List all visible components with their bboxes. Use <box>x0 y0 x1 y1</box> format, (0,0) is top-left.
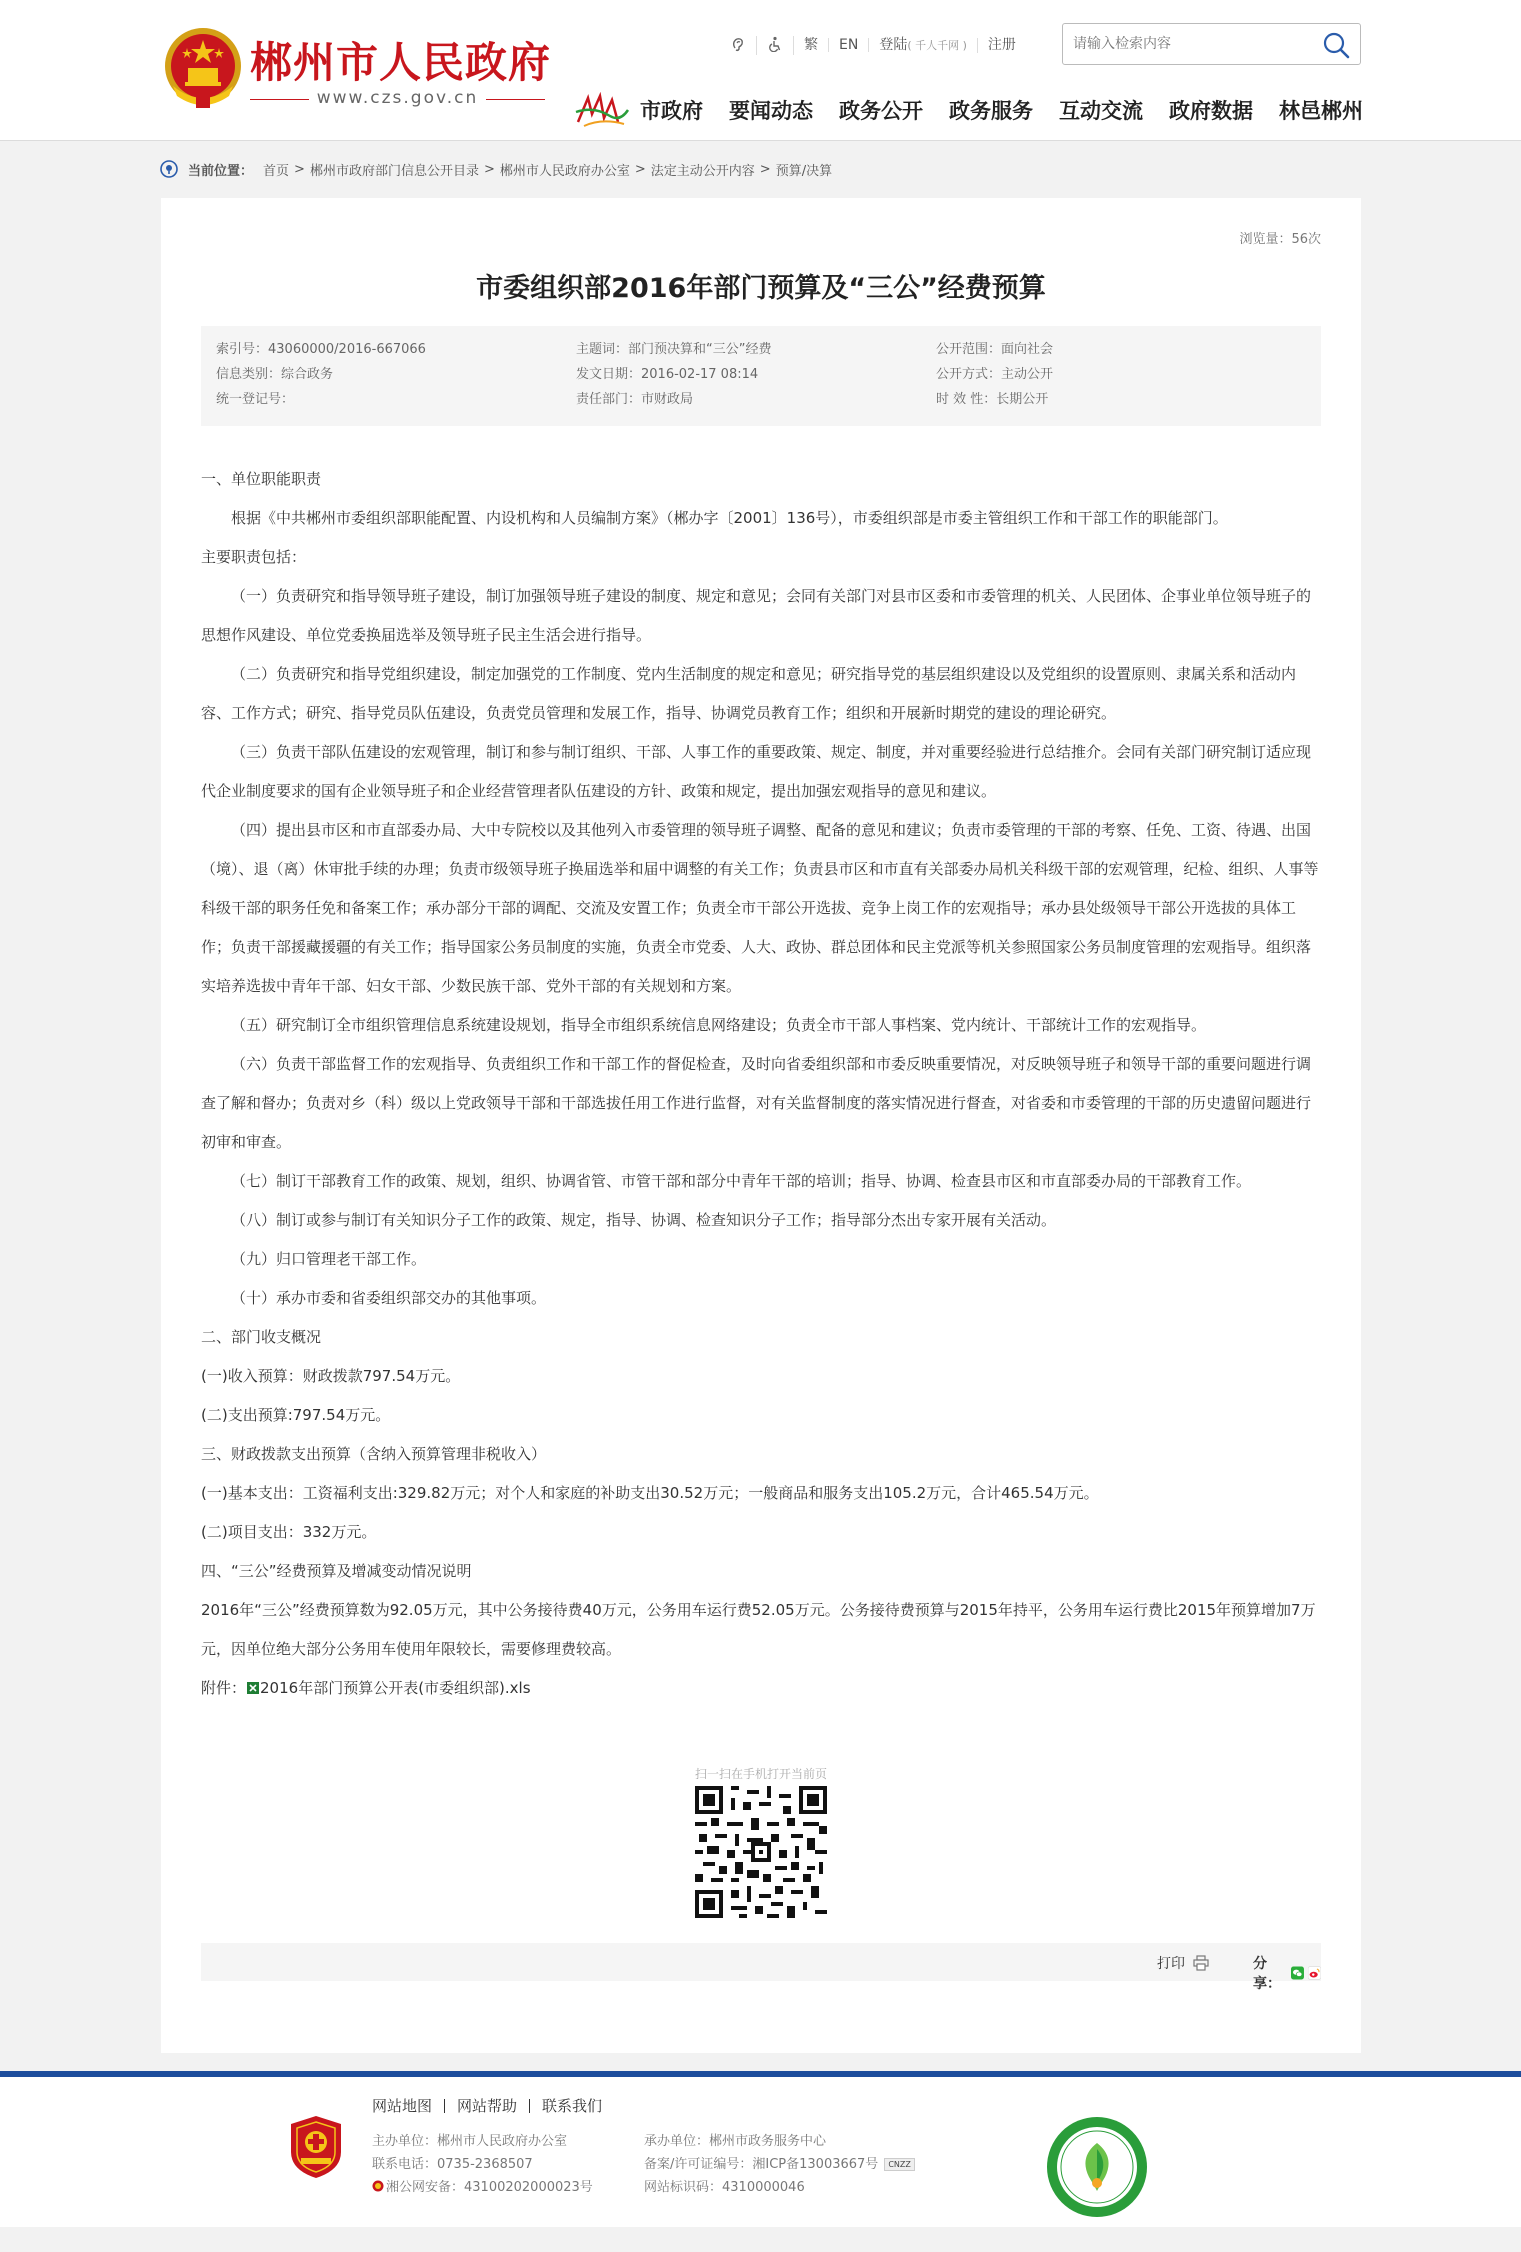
breadcrumb-separator: > <box>634 161 646 177</box>
paragraph: (一)收入预算：财政拨款797.54万元。 <box>201 1367 461 1385</box>
breadcrumb-home[interactable]: 首页 <box>263 163 290 179</box>
meta-index-no: 索引号：43060000/2016-667066 <box>216 342 426 357</box>
breadcrumb-general-office[interactable]: 郴州市人民政府办公室 <box>499 163 630 179</box>
printer-icon <box>1193 1955 1209 1971</box>
location-pin-icon <box>160 160 178 178</box>
nav-item-gov-data[interactable]: 政府数据 <box>1169 99 1253 123</box>
footer-police-row <box>372 2179 644 2197</box>
share-bar <box>201 1943 1321 1992</box>
qr-code-icon <box>695 1786 827 1918</box>
paragraph: （五）研究制订全市组织管理信息系统建设规划，指导全市组织系统信息网络建设；负责全市干部人事档案、党内统计、干部统计工作的宏观指导。 <box>231 1016 1207 1034</box>
footer-undertaker: 承办单位：郴州市政务服务中心 <box>644 2134 827 2149</box>
meta-subject: 主题词：部门预决算和“三公”经费 <box>576 342 772 357</box>
paragraph: 主要职责包括： <box>201 548 307 566</box>
footer-host: 主办单位：郴州市人民政府办公室 <box>372 2134 568 2149</box>
attachment-link[interactable]: 2016年部门预算公开表(市委组织部).xls <box>260 1679 531 1697</box>
paragraph: 根据《中共郴州市委组织部职能配置、内设机构和人员编制方案》（郴办字〔2001〕136号），市委组织部是市委主管组织工作和干部工作的职能部门。 <box>231 509 1228 527</box>
nav-item-gov-affairs-disclosure[interactable]: 政务公开 <box>839 99 923 123</box>
section-heading: 二、部门收支概况 <box>201 1328 322 1346</box>
accessibility-link[interactable] <box>720 36 757 55</box>
wechat-icon[interactable] <box>1291 1965 1304 1981</box>
nav-item-city-government[interactable]: 市政府 <box>640 99 703 123</box>
meta-method: 公开方式：主动公开 <box>936 367 1054 382</box>
section-heading: 三、财政拨款支出预算（含纳入预算管理非税收入） <box>201 1445 547 1463</box>
footer-phone: 联系电话：0735-2368507 <box>372 2157 533 2172</box>
paragraph: （二）负责研究和指导党组织建设，制定加强党的工作制度、党内生活制度的规定和意见；研究指导党的基层组织建设以及党组织的设置原则、隶属关系和活动内容、工作方式；研究、指导党员队伍建设，负责党员管理和发展工作，指导、协调党员教育工作；组织和开展新时期党的建设的理论研究。 <box>201 665 1297 722</box>
excel-file-icon <box>246 1681 260 1695</box>
search-icon[interactable] <box>1322 31 1350 59</box>
footer-icp[interactable]: 备案/许可证编号：湘ICP备13003667号 <box>644 2157 879 2172</box>
site-title[interactable]: 郴州市人民政府 <box>250 38 552 87</box>
paragraph: (二)项目支出：332万元。 <box>201 1523 377 1541</box>
footer-link-sitemap[interactable]: 网站地图 <box>372 2099 445 2113</box>
footer-link-contact[interactable]: 联系我们 <box>542 2097 603 2115</box>
article-meta <box>201 326 1321 426</box>
main-nav <box>640 95 1363 125</box>
meta-validity: 时 效 性：长期公开 <box>936 392 1049 407</box>
meta-reg-no: 统一登记号： <box>216 392 295 407</box>
wheelchair-icon <box>767 36 783 52</box>
paragraph: 2016年“三公”经费预算数为92.05万元，其中公务接待费40万元，公务用车运行费52.05万元。公务接待费预算与2015年持平，公务用车运行费比2015年预算增加7万元，因单位绝大部分公务用车使用年限较长，需要修理费较高。 <box>201 1601 1316 1658</box>
paragraph: （八）制订或参与制订有关知识分子工作的政策、规定，指导、协调、检查知识分子工作；指导部分杰出专家开展有关活动。 <box>231 1211 1057 1229</box>
paragraph: （四）提出县市区和市直部委办局、大中专院校以及其他列入市委管理的领导班子调整、配备的意见和建议；负责市委管理的干部的考察、任免、工资、待遇、出国（境）、退（离）休审批手续的办理；负责市级领导班子换届选举和届中调整的有关工作；负责县市区和市直有关部委办局机关科级干部的宏观管理，纪检、组织、人事等科级干部的职务任免和备案工作；承办部分干部的调配、交流及安置工作；负责全市干部公开选拔、竞争上岗工作的宏观指导；承办县处级领导干部公开选拔的具体工作；负责干部援藏援疆的有关工作；指导国家公务员制度的实施，负责全市党委、人大、政协、群总团体和民主党派等机关参照国家公务员制度管理的宏观指导。组织落实培养选拔中青年干部、妇女干部、少数民族干部、党外干部的有关规划和方案。 <box>201 821 1319 995</box>
login-link[interactable] <box>869 38 978 53</box>
english-link[interactable]: EN <box>829 38 869 52</box>
site-url: www.czs.gov.cn <box>309 88 487 108</box>
footer-police[interactable]: 湘公网安备：43100202000023号 <box>386 2180 593 2195</box>
footer-info <box>372 2133 984 2197</box>
login-sub-label: ( 千人千网 ) <box>907 38 967 52</box>
police-badge-icon <box>372 2180 384 2192</box>
meta-scope: 公开范围：面向社会 <box>936 342 1054 357</box>
share-label: 分享： <box>1253 1956 1281 1992</box>
article-body <box>201 460 1321 1708</box>
breadcrumb-separator: > <box>759 161 771 177</box>
breadcrumb <box>160 158 832 180</box>
search-input[interactable] <box>1073 33 1313 55</box>
breadcrumb-disclosure-catalog[interactable]: 郴州市政府部门信息公开目录 <box>309 163 479 179</box>
paragraph: （十）承办市委和省委组织部交办的其他事项。 <box>231 1289 547 1307</box>
view-count: 浏览量：56次 <box>1239 232 1321 247</box>
party-organ-badge-icon[interactable] <box>287 2114 345 2180</box>
paragraph: （七）制订干部教育工作的政策、规划，组织、协调省管、市管干部和部分中青年干部的培训；指导、协调、检查县市区和市直部委办局的干部教育工作。 <box>231 1172 1252 1190</box>
breadcrumb-budget[interactable]: 预算/决算 <box>775 163 833 179</box>
attachment-label: 附件： <box>201 1679 247 1697</box>
register-link[interactable]: 注册 <box>987 37 1016 53</box>
civilized-city-badge-icon[interactable] <box>1045 2115 1149 2219</box>
weibo-icon[interactable] <box>1308 1965 1321 1981</box>
article-title: 市委组织部2016年部门预算及“三公”经费预算 <box>476 273 1046 304</box>
site-header <box>0 0 1521 141</box>
paragraph: （六）负责干部监督工作的宏观指导、负责组织工作和干部工作的督促检查，及时向省委组织部和市委反映重要情况，对反映领导班子和领导干部的重要问题进行调查了解和督办；负责对乡（科）级以上党政领导干部和干部选拔任用工作进行监督，对有关监督制度的落实情况进行督查，对省委和市委管理的干部的历史遗留问题进行初审和审查。 <box>201 1055 1312 1151</box>
meta-dept: 责任部门：市财政局 <box>576 392 694 407</box>
article-panel <box>161 198 1361 2053</box>
ear-icon <box>730 36 746 52</box>
traditional-chinese-link[interactable]: 繁 <box>794 38 829 52</box>
nav-item-linyi-chenzhou[interactable]: 林邑郴州 <box>1279 99 1363 123</box>
national-emblem-icon[interactable] <box>163 26 243 110</box>
print-label: 打印 <box>1157 1956 1185 1972</box>
print-button[interactable] <box>1157 1953 1209 1973</box>
nav-item-gov-services[interactable]: 政务服务 <box>949 99 1033 123</box>
attachment-row <box>201 1669 1321 1708</box>
nav-item-interaction[interactable]: 互动交流 <box>1059 99 1143 123</box>
share-group <box>1253 1953 1321 1993</box>
meta-date: 发文日期：2016-02-17 08:14 <box>576 367 759 382</box>
linyi-logo-icon <box>574 92 630 128</box>
search-box <box>1062 23 1361 65</box>
paragraph: （一）负责研究和指导领导班子建设，制订加强领导班子建设的制度、规定和意见；会同有关部门对县市区委和市委管理的机关、人民团体、企事业单位领导班子的思想作风建设、单位党委换届选举及领导班子民主生活会进行指导。 <box>201 587 1312 644</box>
site-footer <box>0 2077 1521 2227</box>
elderly-mode-link[interactable] <box>757 36 794 55</box>
paragraph: （三）负责干部队伍建设的宏观管理，制订和参与制订组织、干部、人事工作的重要政策、规定、制度，并对重要经验进行总结推介。会同有关部门研究制订适应现代企业制度要求的国有企业领导班子和企业经营管理者队伍建设的方针、政策和规定，提出加强宏观指导的意见和建议。 <box>201 743 1312 800</box>
meta-category: 信息类别：综合政务 <box>216 367 334 382</box>
breadcrumb-separator: > <box>294 161 305 177</box>
breadcrumb-statutory-content[interactable]: 法定主动公开内容 <box>650 163 755 179</box>
top-links <box>720 34 1026 56</box>
footer-site-code: 网站标识码：4310000046 <box>644 2180 805 2195</box>
nav-item-news[interactable]: 要闻动态 <box>729 99 813 123</box>
footer-icp-row <box>644 2156 984 2174</box>
footer-links <box>372 2099 614 2113</box>
login-label: 登陆 <box>879 36 908 53</box>
cnzz-badge[interactable]: CNZZ <box>884 2158 915 2171</box>
section-heading: 四、“三公”经费预算及增减变动情况说明 <box>201 1562 472 1580</box>
breadcrumb-label: 当前位置： <box>188 163 254 179</box>
paragraph: (一)基本支出：工资福利支出:329.82万元；对个人和家庭的补助支出30.52万元；一般商品和服务支出105.2万元，合计465.54万元。 <box>201 1484 1099 1502</box>
paragraph: (二)支出预算:797.54万元。 <box>201 1406 391 1424</box>
footer-link-help[interactable]: 网站帮助 <box>445 2099 530 2113</box>
qr-caption: 扫一扫在手机打开当前页 <box>694 1767 827 1781</box>
breadcrumb-separator: > <box>483 161 495 177</box>
paragraph: （九）归口管理老干部工作。 <box>231 1250 427 1268</box>
section-heading: 一、单位职能职责 <box>201 470 322 488</box>
